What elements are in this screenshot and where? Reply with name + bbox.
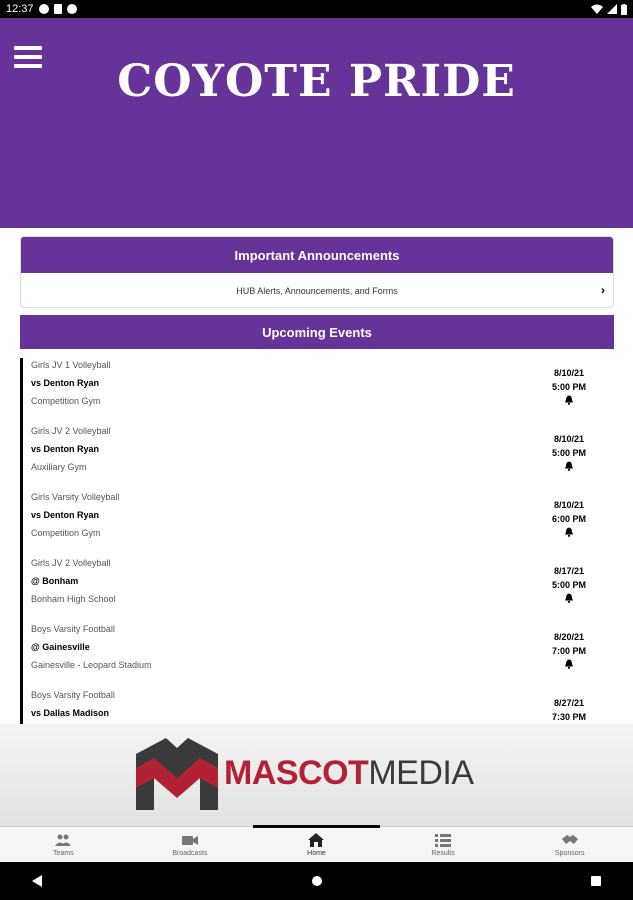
- home-icon: [308, 833, 324, 847]
- sponsor-brand-part1: MASCOT: [224, 754, 369, 792]
- event-opponent: vs Denton Ryan: [31, 510, 100, 520]
- events-list: [20, 358, 614, 724]
- status-time: 12:37: [6, 3, 34, 15]
- status-bar: [0, 0, 633, 18]
- event-datetime: [552, 498, 586, 537]
- tab-results[interactable]: [380, 827, 507, 862]
- system-nav-bar: [0, 862, 633, 900]
- event-item[interactable]: [20, 688, 614, 724]
- bell-icon[interactable]: [564, 461, 574, 471]
- event-team: Boys Varsity Football: [31, 690, 115, 700]
- handshake-icon: [562, 833, 578, 847]
- announcements-heading: Important Announcements: [21, 237, 613, 273]
- event-time: 5:00 PM: [551, 448, 586, 458]
- bell-icon[interactable]: [564, 593, 574, 603]
- app-notification-icon: [67, 4, 77, 14]
- event-datetime: [552, 696, 586, 724]
- sponsor-brand: [224, 754, 474, 793]
- tab-label: Teams: [52, 849, 74, 857]
- event-team: Girls JV 1 Volleyball: [31, 360, 111, 370]
- event-item[interactable]: [20, 358, 614, 424]
- tab-sponsors[interactable]: [506, 827, 633, 862]
- sim-icon: [54, 4, 62, 14]
- event-time: 6:00 PM: [551, 514, 586, 524]
- event-date: 8/27/21: [553, 698, 584, 708]
- event-location: Competition Gym: [31, 396, 101, 406]
- event-opponent: @ Gainesville: [31, 642, 90, 652]
- event-opponent: vs Dallas Madison: [31, 708, 110, 718]
- event-time: 5:00 PM: [551, 580, 586, 590]
- announcements-card: [20, 236, 614, 308]
- event-datetime: [552, 630, 586, 669]
- event-time: 7:00 PM: [551, 646, 586, 656]
- event-datetime: [552, 432, 586, 471]
- tab-label: Home: [307, 849, 326, 857]
- event-time: 5:00 PM: [551, 382, 586, 392]
- tab-home[interactable]: [253, 827, 380, 862]
- event-opponent: vs Denton Ryan: [31, 444, 100, 454]
- bell-icon[interactable]: [564, 527, 574, 537]
- bell-icon[interactable]: [564, 395, 574, 405]
- wifi-icon: [591, 4, 603, 14]
- main-content[interactable]: [0, 228, 633, 724]
- event-time: 7:30 PM: [551, 712, 586, 722]
- event-date: 8/10/21: [553, 500, 584, 510]
- announcements-link[interactable]: [21, 273, 613, 308]
- bell-icon[interactable]: [564, 659, 574, 669]
- event-item[interactable]: [20, 490, 614, 556]
- event-location: Competition Gym: [31, 528, 101, 538]
- event-location: Auxiliary Gym: [31, 462, 87, 472]
- people-icon: [55, 833, 71, 847]
- event-date: 8/10/21: [553, 434, 584, 444]
- event-team: Boys Varsity Football: [31, 624, 115, 634]
- mascot-media-logo-icon: [136, 738, 218, 810]
- bottom-tab-bar: [0, 826, 633, 862]
- signal-icon: [607, 4, 617, 14]
- event-opponent: @ Bonham: [31, 576, 79, 586]
- event-team: Girls Varsity Volleyball: [31, 492, 120, 502]
- back-icon[interactable]: [30, 874, 44, 888]
- sponsor-banner[interactable]: [0, 724, 633, 826]
- page-title: COYOTE PRIDE: [117, 56, 516, 107]
- recents-icon[interactable]: [589, 874, 603, 888]
- event-item[interactable]: [20, 424, 614, 490]
- event-datetime: [552, 366, 586, 405]
- event-location: Gainesville - Leopard Stadium: [31, 660, 152, 670]
- tab-label: Sponsors: [554, 849, 585, 857]
- sponsor-brand-part2: MEDIA: [368, 754, 474, 792]
- event-opponent: vs Denton Ryan: [31, 378, 100, 388]
- event-date: 8/20/21: [553, 632, 584, 642]
- video-icon: [182, 833, 198, 847]
- chevron-right-icon: ›: [601, 283, 605, 297]
- event-item[interactable]: [20, 622, 614, 688]
- tab-teams[interactable]: [0, 827, 127, 862]
- app-header: [0, 18, 633, 228]
- event-date: 8/17/21: [553, 566, 584, 576]
- events-heading: Upcoming Events: [20, 315, 614, 349]
- event-datetime: [552, 564, 586, 603]
- event-team: Girls JV 2 Volleyball: [31, 426, 111, 436]
- battery-icon: [621, 4, 627, 15]
- tab-broadcasts[interactable]: [127, 827, 254, 862]
- event-date: 8/10/21: [553, 368, 584, 378]
- list-icon: [435, 833, 451, 847]
- event-item[interactable]: [20, 556, 614, 622]
- event-team: Girls JV 2 Volleyball: [31, 558, 111, 568]
- home-circle-icon[interactable]: [310, 874, 324, 888]
- notification-icon: [39, 4, 49, 14]
- tab-label: Results: [431, 849, 455, 857]
- tab-label: Broadcasts: [172, 849, 208, 857]
- announcements-link-label: HUB Alerts, Announcements, and Forms: [236, 285, 398, 296]
- event-location: Bonham High School: [31, 594, 116, 604]
